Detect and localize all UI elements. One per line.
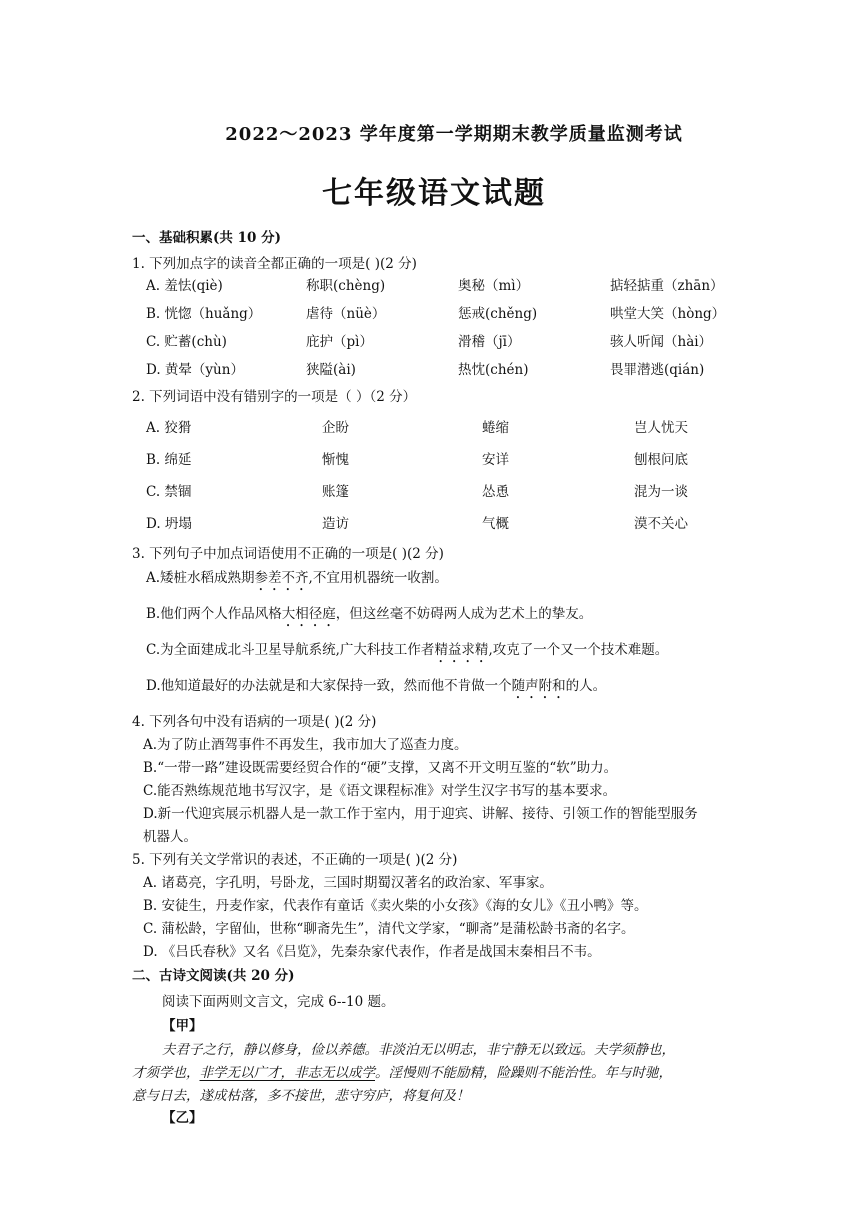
q3-d-post: 的人。 [565, 678, 607, 694]
q1-d-opt2: 狭隘(ài) [306, 362, 356, 378]
passage-yi-label: 【乙】 [162, 1110, 203, 1126]
paper-title: 七年级语文试题 [322, 176, 546, 211]
q2-c-opt1: C. 禁锢 [146, 484, 192, 500]
q2-a-opt3: 蜷缩 [482, 420, 509, 436]
q2-d-opt2: 造访 [322, 516, 349, 532]
q4-option-d: D.新一代迎宾展示机器人是一款工作于室内，用于迎宾、讲解、接待、引领工作的智能型服务 [143, 806, 698, 822]
q4-option-a: A.为了防止酒驾事件不再发生，我市加大了巡查力度。 [143, 737, 468, 753]
q3-stem: 3. 下列句子中加点词语使用不正确的一项是( )(2 分) [132, 546, 444, 562]
q1-row-c [0, 330, 868, 350]
passage-line-2-post: 。淫慢则不能励精，险躁则不能治性。年与时驰， [375, 1065, 672, 1081]
q3-a-dotted-phrase: 参差不齐 [254, 570, 309, 586]
passage-jia-line-2 [132, 1061, 672, 1081]
q5-option-b: B. 安徒生，丹麦作家，代表作有童话《卖火柴的小女孩》《海的女儿》《丑小鸭》等。 [143, 898, 648, 914]
q3-b-dotted-phrase: 大相径庭 [281, 606, 336, 622]
q3-d-pre: D.他知道最好的办法就是和大家保持一致，然而他不肯做一个 [146, 678, 512, 694]
q4-option-d-cont: 机器人。 [143, 829, 197, 845]
q2-a-opt4: 岂人忧天 [634, 420, 688, 436]
q1-a-opt1: A. 羞怯(qiè) [146, 278, 223, 294]
q4-option-b: B.“一带一路”建设既需要经贸合作的“硬”支撑，又离不开文明互鉴的“软”助力。 [143, 760, 618, 776]
q1-b-opt1: B. 恍惚（huǎng） [146, 306, 262, 322]
q1-d-opt4: 畏罪潜逃(qián) [610, 362, 705, 378]
q1-c-opt4: 骇人听闻（hài） [610, 334, 713, 350]
q3-c-pre: C.为全面建成北斗卫星导航系统,广大科技工作者 [146, 642, 435, 658]
q3-b-pre: B.他们两个人作品风格 [146, 606, 282, 622]
q1-row-a [0, 274, 868, 294]
q4-stem: 4. 下列各句中没有语病的一项是( )(2 分) [132, 714, 377, 730]
q2-row-a [0, 416, 868, 436]
q3-option-a [146, 566, 448, 594]
q2-a-opt2: 企盼 [322, 420, 349, 436]
passage-underlined-sentence: 非学无以广才，非志无以成学 [199, 1065, 375, 1081]
q2-b-opt4: 刨根问底 [634, 452, 688, 468]
q3-c-post: ,攻克了一个又一个技术难题。 [488, 642, 669, 658]
section-2-title: 二、古诗文阅读(共 20 分) [132, 968, 295, 984]
passage-jia-line-1: 夫君子之行，静以修身，俭以养德。非淡泊无以明志，非宁静无以致远。夫学须静也， [162, 1042, 675, 1058]
q1-a-opt2: 称职(chèng) [306, 278, 386, 294]
passage-line-2-pre: 才须学也， [132, 1065, 200, 1081]
q3-option-b [146, 602, 592, 630]
q3-a-post: ,不宜用机器统一收割。 [308, 570, 448, 586]
q1-c-opt1: C. 贮蓄(chù) [146, 334, 227, 350]
q5-stem: 5. 下列有关文学常识的表述，不正确的一项是( )(2 分) [132, 852, 458, 868]
passage-jia-line-3: 意与日去，遂成枯落，多不接世，悲守穷庐，将复何及！ [132, 1088, 470, 1104]
q1-stem: 1. 下列加点字的读音全都正确的一项是( )(2 分) [132, 256, 417, 272]
q3-option-c [146, 638, 668, 666]
q3-c-dotted-phrase: 精益求精 [434, 642, 489, 658]
q2-a-opt1: A. 狡猾 [146, 420, 192, 436]
q3-a-pre: A.矮桩水稻成熟期 [146, 570, 255, 586]
passage-jia-label: 【甲】 [162, 1018, 203, 1034]
q2-d-opt1: D. 坍塌 [146, 516, 192, 532]
q1-row-b [0, 302, 868, 322]
q3-option-d [146, 674, 606, 702]
q2-stem: 2. 下列词语中没有错别字的一项是（ ）（2 分） [132, 389, 417, 405]
q1-b-opt3: 惩戒(chěng) [458, 306, 538, 322]
q5-option-a: A. 诸葛亮，字孔明，号卧龙，三国时期蜀汉著名的政治家、军事家。 [143, 875, 553, 891]
q1-c-opt2: 庇护（pì） [306, 334, 373, 350]
section-1-title: 一、基础积累(共 10 分) [132, 230, 281, 246]
q1-a-opt4: 掂轻掂重（zhān） [610, 278, 724, 294]
q2-b-opt2: 惭愧 [322, 452, 349, 468]
reading-intro: 阅读下面两则文言文，完成 6--10 题。 [162, 994, 395, 1010]
q5-option-d: D. 《吕氏春秋》又名《吕览》，先秦杂家代表作，作者是战国末秦相吕不韦。 [143, 944, 601, 960]
q2-row-d [0, 512, 868, 532]
q1-d-opt3: 热忱(chén) [458, 362, 529, 378]
q1-row-d [0, 358, 868, 378]
q1-b-opt2: 虐待（nüè） [306, 306, 386, 322]
q1-c-opt3: 滑稽（jī） [458, 334, 521, 350]
q2-row-c [0, 480, 868, 500]
q2-c-opt3: 怂恿 [482, 484, 509, 500]
q4-option-c: C.能否熟练规范地书写汉字，是《语文课程标准》对学生汉字书写的基本要求。 [143, 783, 617, 799]
q2-b-opt1: B. 绵延 [146, 452, 192, 468]
q1-d-opt1: D. 黄晕（yùn） [146, 362, 244, 378]
q2-row-b [0, 448, 868, 468]
q5-option-c: C. 蒲松龄，字留仙，世称“聊斋先生”，清代文学家，“聊斋”是蒲松龄书斋的名字。 [143, 921, 635, 937]
q3-d-dotted-phrase: 随声附和 [511, 678, 566, 694]
q1-b-opt4: 哄堂大笑（hòng） [610, 306, 726, 322]
q2-c-opt2: 账篷 [322, 484, 349, 500]
exam-title: 2022～2023 学年度第一学期期末教学质量监测考试 [225, 124, 683, 145]
q3-b-post: ，但这丝毫不妨碍两人成为艺术上的挚友。 [335, 606, 593, 622]
q2-b-opt3: 安详 [482, 452, 509, 468]
q2-d-opt4: 漠不关心 [634, 516, 688, 532]
q2-d-opt3: 气概 [482, 516, 509, 532]
q2-c-opt4: 混为一谈 [634, 484, 688, 500]
q1-a-opt3: 奥秘（mì） [458, 278, 530, 294]
